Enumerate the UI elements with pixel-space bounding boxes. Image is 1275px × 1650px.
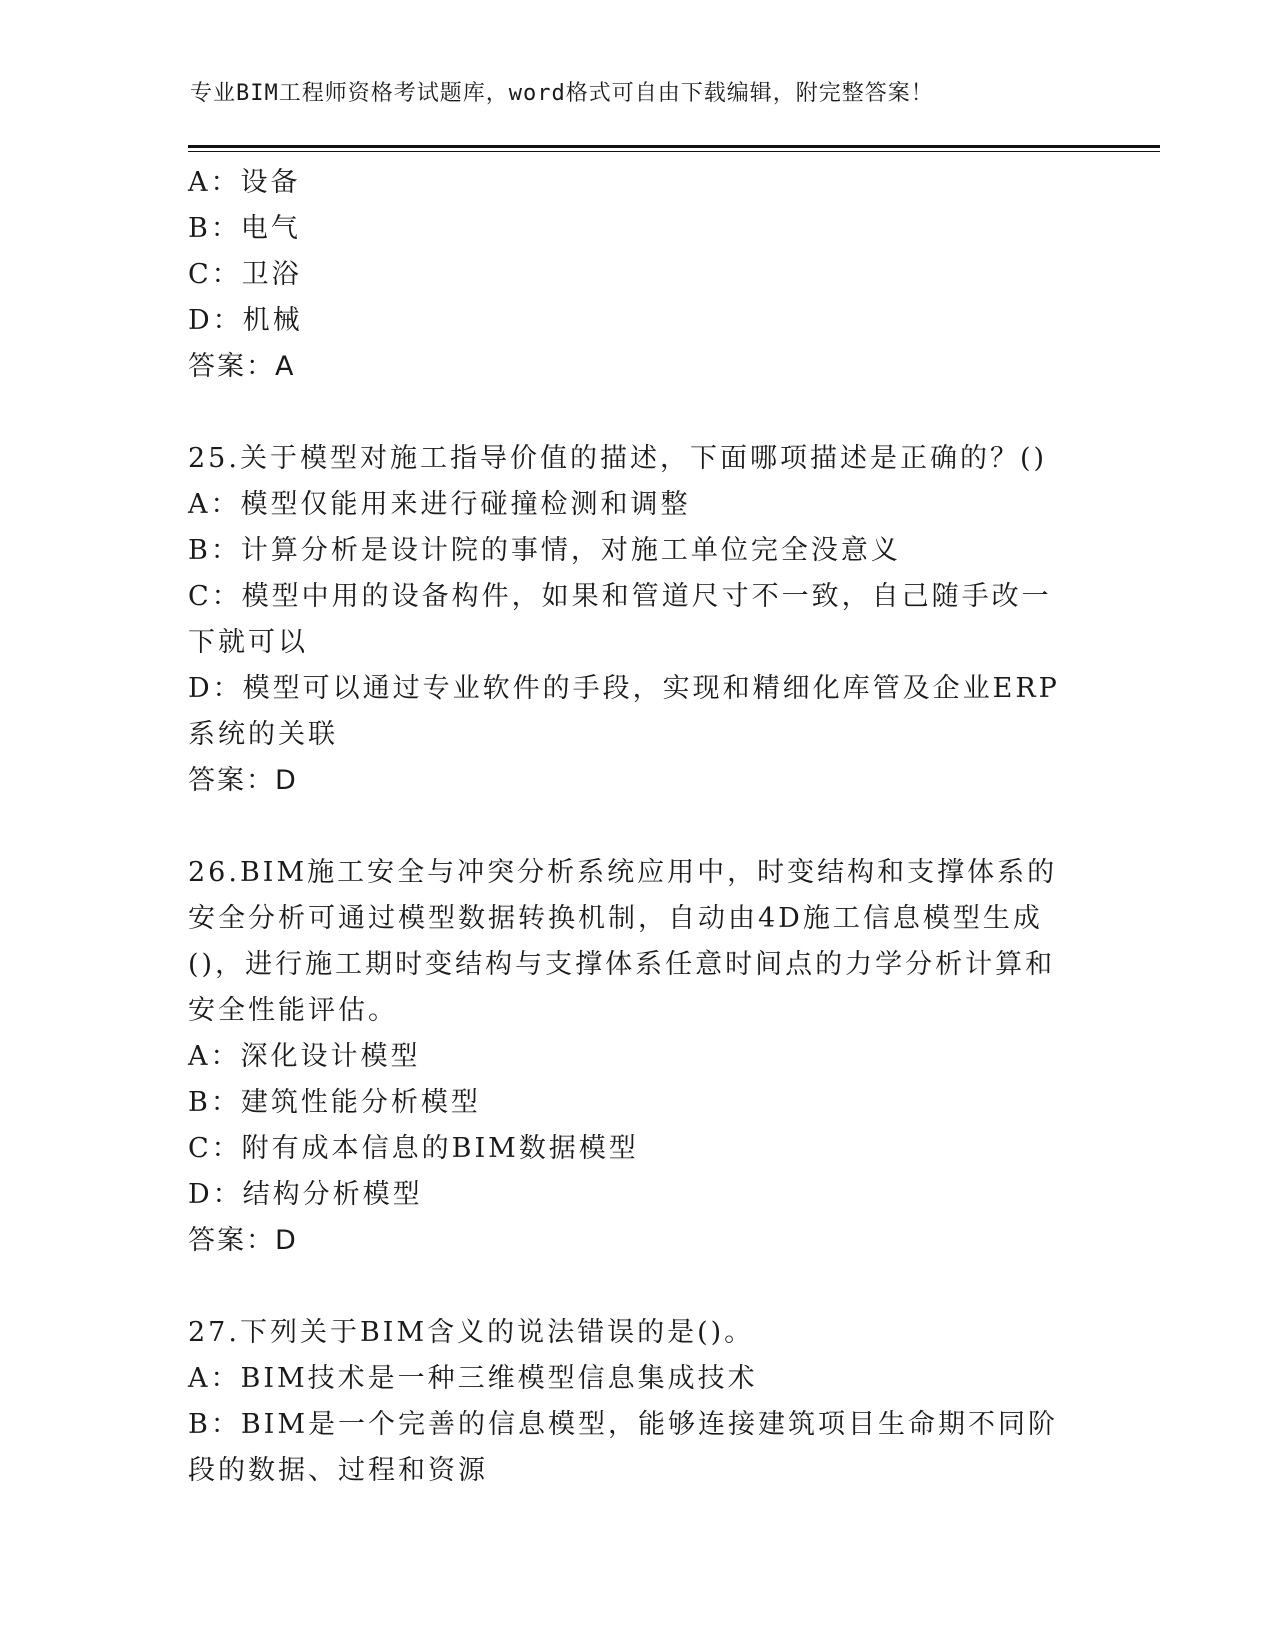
question-list xyxy=(188,160,1088,1494)
header-text: 专业BIM工程师资格考试题库，word格式可自由下载编辑，附完整答案！ xyxy=(190,81,934,106)
option-b: B：计算分析是设计院的事情，对施工单位完全没意义 xyxy=(188,535,901,566)
answer: 答案：D xyxy=(188,765,298,796)
option-a: A：设备 xyxy=(188,167,301,198)
question-text: 27.下列关于BIM含义的说法错误的是()。 xyxy=(188,1317,755,1348)
question-26 xyxy=(188,850,1088,1264)
option-a: A：深化设计模型 xyxy=(188,1041,421,1072)
option-b: B：建筑性能分析模型 xyxy=(188,1087,481,1118)
spacer xyxy=(188,804,1088,850)
question-25 xyxy=(188,436,1088,804)
option-c: C：卫浴 xyxy=(188,259,302,290)
answer: 答案：A xyxy=(188,351,296,382)
answer: 答案：D xyxy=(188,1225,298,1256)
option-c: C：模型中用的设备构件，如果和管道尺寸不一致，自己随手改一下就可以 xyxy=(188,581,1052,658)
question-text: 26.BIM施工安全与冲突分析系统应用中，时变结构和支撑体系的安全分析可通过模型数据转换机制，自动由4D施工信息模型生成()，进行施工期时变结构与支撑体系任意时间点的力学分析计算和安全性能评估。 xyxy=(188,857,1058,1026)
header-divider-thin xyxy=(188,151,1160,152)
option-a: A：模型仅能用来进行碰撞检测和调整 xyxy=(188,489,691,520)
question-text: 25.关于模型对施工指导价值的描述，下面哪项描述是正确的？() xyxy=(188,443,1048,474)
spacer xyxy=(188,1264,1088,1310)
option-a: A：BIM技术是一种三维模型信息集成技术 xyxy=(188,1363,758,1394)
option-d: D：结构分析模型 xyxy=(188,1179,423,1210)
option-d: D：机械 xyxy=(188,305,303,336)
question-24 xyxy=(188,160,1088,390)
option-c: C：附有成本信息的BIM数据模型 xyxy=(188,1133,639,1164)
option-d: D：模型可以通过专业软件的手段，实现和精细化库管及企业ERP系统的关联 xyxy=(188,673,1060,750)
question-27 xyxy=(188,1310,1088,1494)
option-b: B：BIM是一个完善的信息模型，能够连接建筑项目生命期不同阶段的数据、过程和资源 xyxy=(188,1409,1058,1486)
spacer xyxy=(188,390,1088,436)
option-b: B：电气 xyxy=(188,213,301,244)
header-divider-thick xyxy=(188,145,1160,148)
